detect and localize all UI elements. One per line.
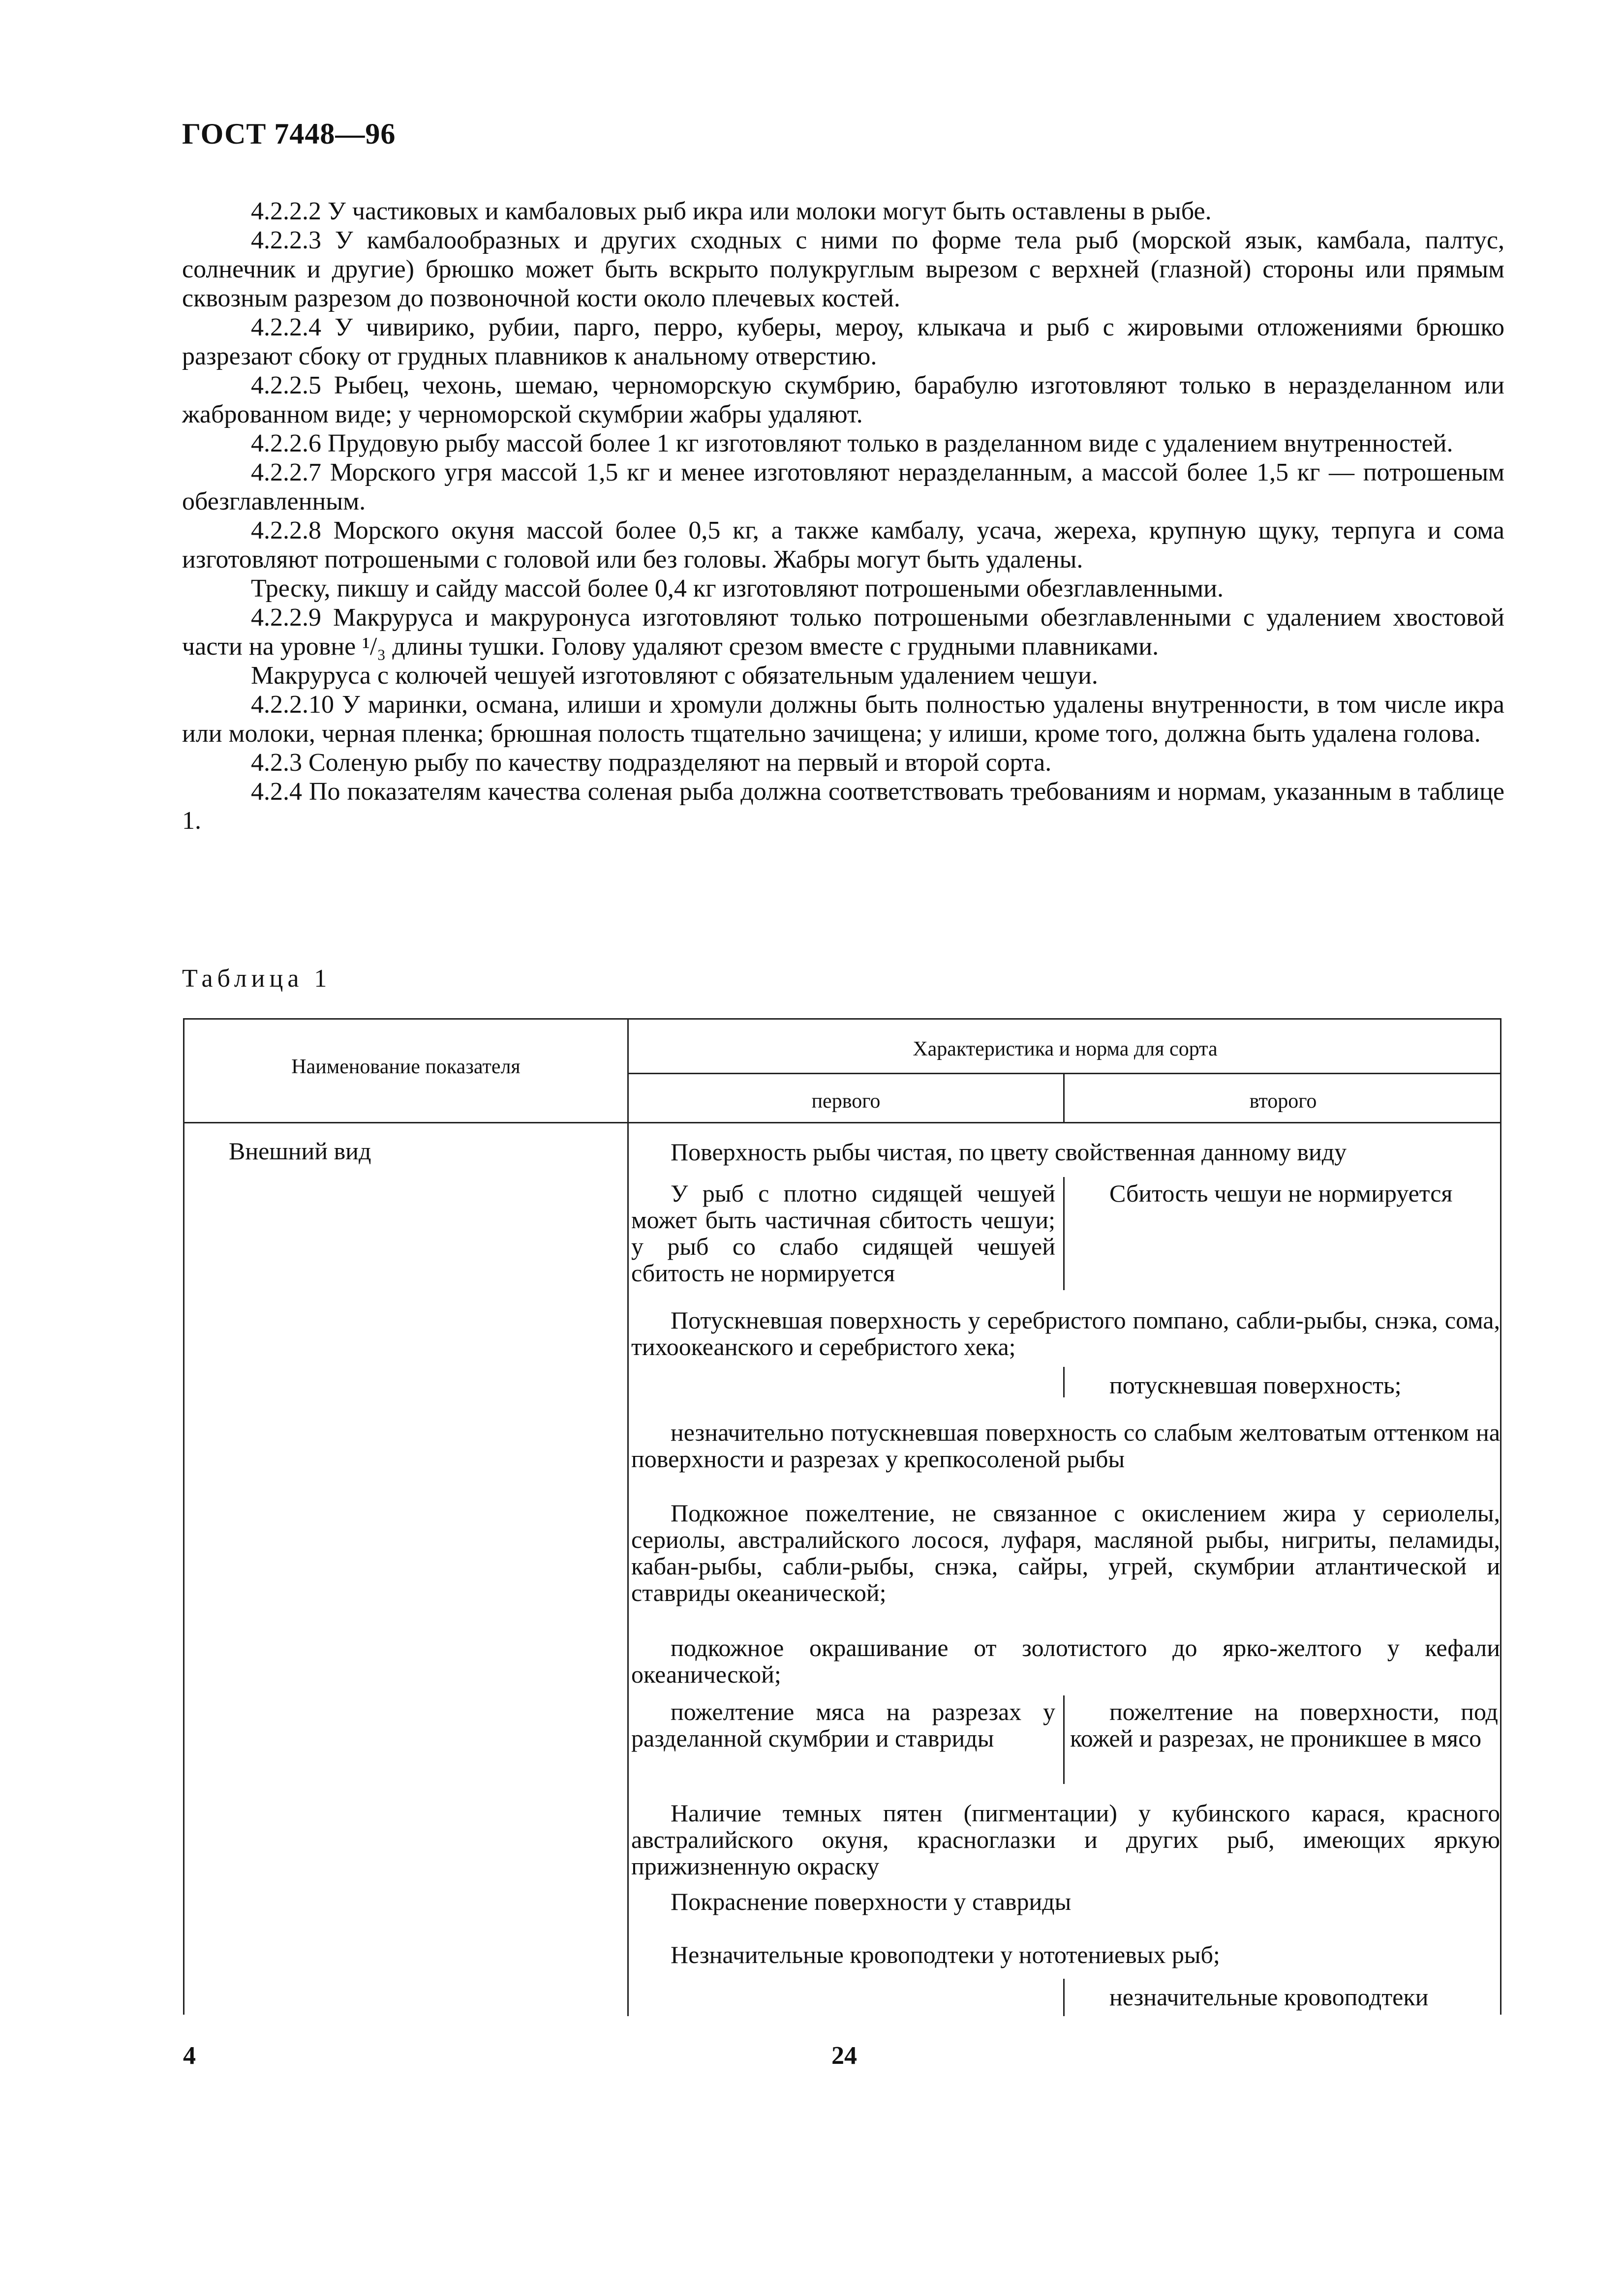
r2-divider — [1063, 1177, 1065, 1290]
r2-second: Сбитость чешуи не нормируется — [1109, 1179, 1453, 1207]
header-first: первого — [811, 1090, 881, 1113]
header-group: Характеристика и норма для сорта — [913, 1038, 1218, 1060]
table-caption: Таблица 1 — [182, 965, 332, 993]
r4-divider — [1063, 1367, 1065, 1397]
r2-first: У рыб с плотно сидящей чешуей может быть частичная сбитость чешуи; у рыб со слабо сидящей чешуей сбитость не нормируется — [631, 1179, 1055, 1287]
page-number-section: 4 — [183, 2042, 196, 2070]
paragraph-4-2-2-10: 4.2.2.10 У маринки, османа, илиши и хромули должны быть полностью удалены внутренности, в том числе икра или молоки, черная пленка; брюшная полость тщательно зачищена; у илиши, кроме того, должна быть удалена голова. — [182, 691, 1504, 748]
paragraph-4-2-2-9: 4.2.2.9 Макруруса и макруронуса изготовляют только потрошеными обезглавленными с удалением хвостовой части на уровне ¹/₃ длины тушки. Голову удаляют срезом вместе с грудными плавниками. — [182, 604, 1504, 661]
r9-span: Наличие темных пятен (пигментации) у кубинского карася, красного австралийского окуня, красноглазки и других рыб, имеющих яркую прижизненную окраску — [631, 1799, 1500, 1880]
paragraph-macrurus: Макруруса с колючей чешуей изготовляют с обязательным удалением чешуи. — [251, 662, 1098, 690]
r5-span: незначительно потускневшая поверхность со слабым желтоватым оттенком на поверхности и разрезах у крепкосоленой рыбы — [631, 1419, 1500, 1473]
r7-span: подкожное окрашивание от золотистого до ярко-желтого у кефали океанической; — [631, 1634, 1500, 1688]
paragraph-4-2-3: 4.2.3 Соленую рыбу по качеству подразделяют на первый и второй сорта. — [251, 749, 1052, 777]
paragraph-4-2-4: 4.2.4 По показателям качества соленая рыба должна соответствовать требованиям и нормам, указанным в таблице 1. — [182, 778, 1504, 835]
r12-divider — [1063, 1979, 1065, 2016]
paragraph-cod: Треску, пикшу и сайду массой более 0,4 кг изготовляют потрошеными обезглавленными. — [251, 574, 1224, 603]
r8-first: пожелтение мяса на разрезах у разделанной скумбрии и ставриды — [631, 1698, 1055, 1752]
r4-second: потускневшая поверхность; — [1109, 1371, 1402, 1399]
table-hline-header — [184, 1122, 1501, 1123]
paragraph-4-2-2-4: 4.2.2.4 У чивирико, рубии, парго, перро, куберы, мероу, клыкача и рыб с жировыми отложениями брюшко разрезают сбоку от грудных плавников к анальному отверстию. — [182, 313, 1504, 370]
paragraph-4-2-2-3: 4.2.2.3 У камбалообразных и других сходных с ними по форме тела рыб (морской язык, камбала, палтус, солнечник и другие) брюшко может быть вскрыто полукруглым вырезом с верхней (глазной) стороны или прямым сквозным разрезом до позвоночной кости около плечевых костей. — [182, 226, 1504, 312]
header-indicator: Наименование показателя — [291, 1056, 521, 1078]
paragraph-4-2-2-7: 4.2.2.7 Морского угря массой 1,5 кг и менее изготовляют неразделанным, а массой более 1,5 кг — потрошеным обезглавленным. — [182, 458, 1504, 515]
page-number: 24 — [831, 2042, 857, 2070]
r1-span: Поверхность рыбы чистая, по цвету свойственная данному виду — [671, 1138, 1347, 1166]
r10-span: Покраснение поверхности у ставриды — [671, 1888, 1072, 1915]
r8-divider — [1063, 1695, 1065, 1784]
paragraph-4-2-2-5: 4.2.2.5 Рыбец, чехонь, шемаю, черноморскую скумбрию, барабулю изготовляют только в неразделанном или жаброванном виде; у черноморской скумбрии жабры удаляют. — [182, 371, 1504, 428]
r11-span: Незначительные кровоподтеки у нототениевых рыб; — [671, 1941, 1220, 1968]
r12-second: незначительные кровоподтеки — [1109, 1983, 1429, 2011]
body-text — [182, 197, 1504, 835]
quality-table — [183, 1018, 1501, 2015]
r6-span: Подкожное пожелтение, не связанное с окислением жира у сериолелы, сериолы, австралийского лосося, луфаря, масляной рыбы, нигриты, пеламиды, кабан-рыбы, сабли-рыбы, снэка, сайры, угрей, скумбрии атлантической и ставриды океанической; — [631, 1499, 1500, 1606]
paragraph-4-2-2-6: 4.2.2.6 Прудовую рыбу массой более 1 кг изготовляют только в разделанном виде с удалением внутренностей. — [251, 429, 1453, 457]
r3-span: Потускневшая поверхность у серебристого помпано, сабли-рыбы, снэка, сома, тихоокеанского и серебристого хека; — [631, 1306, 1500, 1360]
r8-second: пожелтение на поверхности, под кожей и разрезах, не проникшее в мясо — [1070, 1698, 1498, 1752]
table-hline-group — [627, 1073, 1501, 1074]
table-divider-main — [627, 1020, 629, 2016]
header-second: второго — [1249, 1090, 1317, 1113]
paragraph-4-2-2-8: 4.2.2.8 Морского окуня массой более 0,5 кг, а также камбалу, усача, жереха, крупную щуку, терпуга и сома изготовляют потрошеными с головой или без головы. Жабры могут быть удалены. — [182, 516, 1504, 574]
row-label-appearance: Внешний вид — [229, 1137, 371, 1165]
document-header: ГОСТ 7448—96 — [182, 118, 396, 150]
paragraph-4-2-2-2: 4.2.2.2 У частиковых и камбаловых рыб икра или молоки могут быть оставлены в рыбе. — [251, 197, 1212, 225]
